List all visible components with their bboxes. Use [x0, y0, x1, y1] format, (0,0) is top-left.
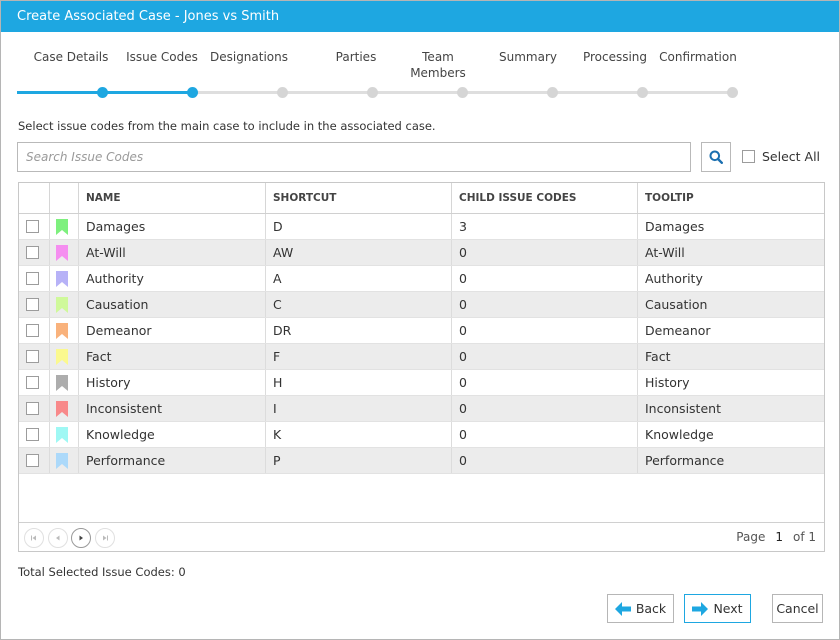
- cell-child-issue-codes: 0: [451, 240, 638, 265]
- row-checkbox[interactable]: [26, 246, 39, 259]
- table-row[interactable]: [19, 370, 824, 396]
- cell-child-issue-codes: 0: [451, 370, 638, 395]
- arrow-right-icon: [692, 602, 708, 616]
- cell-select: [19, 318, 49, 343]
- bookmark-icon: [56, 271, 68, 287]
- next-page-button[interactable]: [71, 528, 91, 548]
- cell-select: [19, 370, 49, 395]
- cell-select: [19, 344, 49, 369]
- cell-child-issue-codes: 0: [451, 292, 638, 317]
- cell-select: [19, 292, 49, 317]
- arrow-left-icon: [615, 602, 631, 616]
- bookmark-icon: [56, 245, 68, 261]
- issue-codes-grid: [18, 182, 825, 552]
- cell-name: Inconsistent: [78, 396, 266, 421]
- bookmark-icon: [56, 453, 68, 469]
- back-button-label: Back: [635, 601, 667, 616]
- cell-shortcut: D: [265, 214, 452, 239]
- cell-shortcut: K: [265, 422, 452, 447]
- cell-select: [19, 214, 49, 239]
- page-of-label: of 1: [792, 530, 816, 544]
- next-button[interactable]: [684, 594, 751, 623]
- cell-child-issue-codes: 0: [451, 266, 638, 291]
- cell-child-issue-codes: 0: [451, 344, 638, 369]
- cell-shortcut: C: [265, 292, 452, 317]
- header-shortcut[interactable]: SHORTCUT: [265, 183, 452, 213]
- table-row[interactable]: [19, 318, 824, 344]
- cell-name: Performance: [78, 448, 266, 473]
- cell-tooltip: Causation: [637, 292, 824, 317]
- back-button[interactable]: [607, 594, 674, 623]
- next-page-icon: [77, 534, 85, 542]
- cell-select: [19, 422, 49, 447]
- cell-shortcut: F: [265, 344, 452, 369]
- cell-child-issue-codes: 3: [451, 214, 638, 239]
- wizard-dot-issue-codes: [187, 87, 198, 98]
- total-selected: [18, 565, 186, 579]
- wizard-step-issue-codes[interactable]: Issue Codes: [126, 50, 198, 64]
- search-issue-codes-input[interactable]: [17, 142, 691, 172]
- cell-name: Authority: [78, 266, 266, 291]
- wizard-dot-case-details: [97, 87, 108, 98]
- cell-tooltip: Performance: [637, 448, 824, 473]
- cell-child-issue-codes: 0: [451, 448, 638, 473]
- cell-tooltip: Demeanor: [637, 318, 824, 343]
- cell-shortcut: P: [265, 448, 452, 473]
- first-page-button[interactable]: [24, 528, 44, 548]
- wizard-step-case-details[interactable]: Case Details: [33, 50, 109, 64]
- bookmark-icon: [56, 219, 68, 235]
- bookmark-icon: [56, 427, 68, 443]
- cell-child-issue-codes: 0: [451, 318, 638, 343]
- bookmark-icon: [56, 349, 68, 365]
- cell-select: [19, 448, 49, 473]
- row-checkbox[interactable]: [26, 376, 39, 389]
- previous-page-button[interactable]: [48, 528, 68, 548]
- table-row[interactable]: [19, 344, 824, 370]
- wizard-dot-designations: [277, 87, 288, 98]
- grid-rows: [19, 214, 824, 474]
- wizard-progress: [1, 41, 839, 111]
- row-checkbox[interactable]: [26, 454, 39, 467]
- cell-tooltip: History: [637, 370, 824, 395]
- wizard-dot-team-members: [457, 87, 468, 98]
- row-checkbox[interactable]: [26, 272, 39, 285]
- header-tooltip[interactable]: TOOLTIP: [637, 183, 824, 213]
- cell-tooltip: Fact: [637, 344, 824, 369]
- wizard-step-team-members[interactable]: Team Members: [410, 50, 466, 80]
- cell-select: [19, 240, 49, 265]
- select-all-label: Select All: [762, 149, 821, 164]
- cell-tooltip: Damages: [637, 214, 824, 239]
- cell-select: [19, 266, 49, 291]
- header-name[interactable]: NAME: [78, 183, 266, 213]
- wizard-dot-parties: [367, 87, 378, 98]
- header-child-issue-codes[interactable]: CHILD ISSUE CODES: [451, 183, 638, 213]
- cell-shortcut: AW: [265, 240, 452, 265]
- row-checkbox[interactable]: [26, 350, 39, 363]
- bookmark-icon: [56, 375, 68, 391]
- header-color-column: [49, 183, 79, 213]
- cell-tooltip: Authority: [637, 266, 824, 291]
- cancel-button-label: Cancel: [776, 601, 819, 616]
- table-row[interactable]: [19, 240, 824, 266]
- grid-pager: [19, 522, 824, 551]
- total-selected-label: Total Selected Issue Codes:: [18, 565, 175, 579]
- cell-name: Knowledge: [78, 422, 266, 447]
- select-all-box[interactable]: [742, 150, 755, 163]
- cancel-button[interactable]: [772, 594, 823, 623]
- cell-tooltip: Inconsistent: [637, 396, 824, 421]
- row-checkbox[interactable]: [26, 298, 39, 311]
- grid-header: [19, 183, 824, 214]
- wizard-step-processing[interactable]: Processing: [582, 50, 648, 64]
- wizard-dot-confirmation: [727, 87, 738, 98]
- cell-name: History: [78, 370, 266, 395]
- table-row[interactable]: [19, 448, 824, 474]
- wizard-step-parties[interactable]: Parties: [335, 50, 377, 64]
- first-page-icon: [30, 534, 38, 542]
- cell-shortcut: H: [265, 370, 452, 395]
- cell-shortcut: I: [265, 396, 452, 421]
- cell-name: Demeanor: [78, 318, 266, 343]
- cell-shortcut: DR: [265, 318, 452, 343]
- cell-child-issue-codes: 0: [451, 422, 638, 447]
- wizard-step-summary[interactable]: Summary: [499, 50, 557, 64]
- table-row[interactable]: [19, 396, 824, 422]
- dialog-title: Create Associated Case - Jones vs Smith: [1, 1, 839, 32]
- search-icon: [709, 150, 723, 164]
- cell-tooltip: At-Will: [637, 240, 824, 265]
- table-row[interactable]: [19, 214, 824, 240]
- table-row[interactable]: [19, 292, 824, 318]
- cell-child-issue-codes: 0: [451, 396, 638, 421]
- cell-name: Fact: [78, 344, 266, 369]
- row-checkbox[interactable]: [26, 220, 39, 233]
- cell-shortcut: A: [265, 266, 452, 291]
- wizard-dot-processing: [637, 87, 648, 98]
- last-page-icon: [101, 534, 109, 542]
- row-checkbox[interactable]: [26, 402, 39, 415]
- cell-name: Damages: [78, 214, 266, 239]
- row-checkbox[interactable]: [26, 324, 39, 337]
- next-button-label: Next: [713, 601, 743, 616]
- row-checkbox[interactable]: [26, 428, 39, 441]
- cell-name: Causation: [78, 292, 266, 317]
- instructions-text: Select issue codes from the main case to include in the associated case.: [18, 119, 436, 133]
- select-all-checkbox[interactable]: [742, 149, 820, 164]
- cell-name: At-Will: [78, 240, 266, 265]
- page-number[interactable]: 1: [775, 530, 783, 544]
- bookmark-icon: [56, 401, 68, 417]
- table-row[interactable]: [19, 422, 824, 448]
- page-info: [736, 530, 816, 544]
- total-selected-value: 0: [178, 565, 186, 579]
- wizard-step-designations[interactable]: Designations: [209, 50, 289, 64]
- bookmark-icon: [56, 323, 68, 339]
- cell-tooltip: Knowledge: [637, 422, 824, 447]
- previous-page-icon: [54, 534, 62, 542]
- search-button[interactable]: [701, 142, 731, 172]
- cell-select: [19, 396, 49, 421]
- bookmark-icon: [56, 297, 68, 313]
- table-row[interactable]: [19, 266, 824, 292]
- page-label: Page: [736, 530, 766, 544]
- wizard-dot-summary: [547, 87, 558, 98]
- last-page-button[interactable]: [95, 528, 115, 548]
- wizard-step-confirmation[interactable]: Confirmation: [659, 50, 737, 64]
